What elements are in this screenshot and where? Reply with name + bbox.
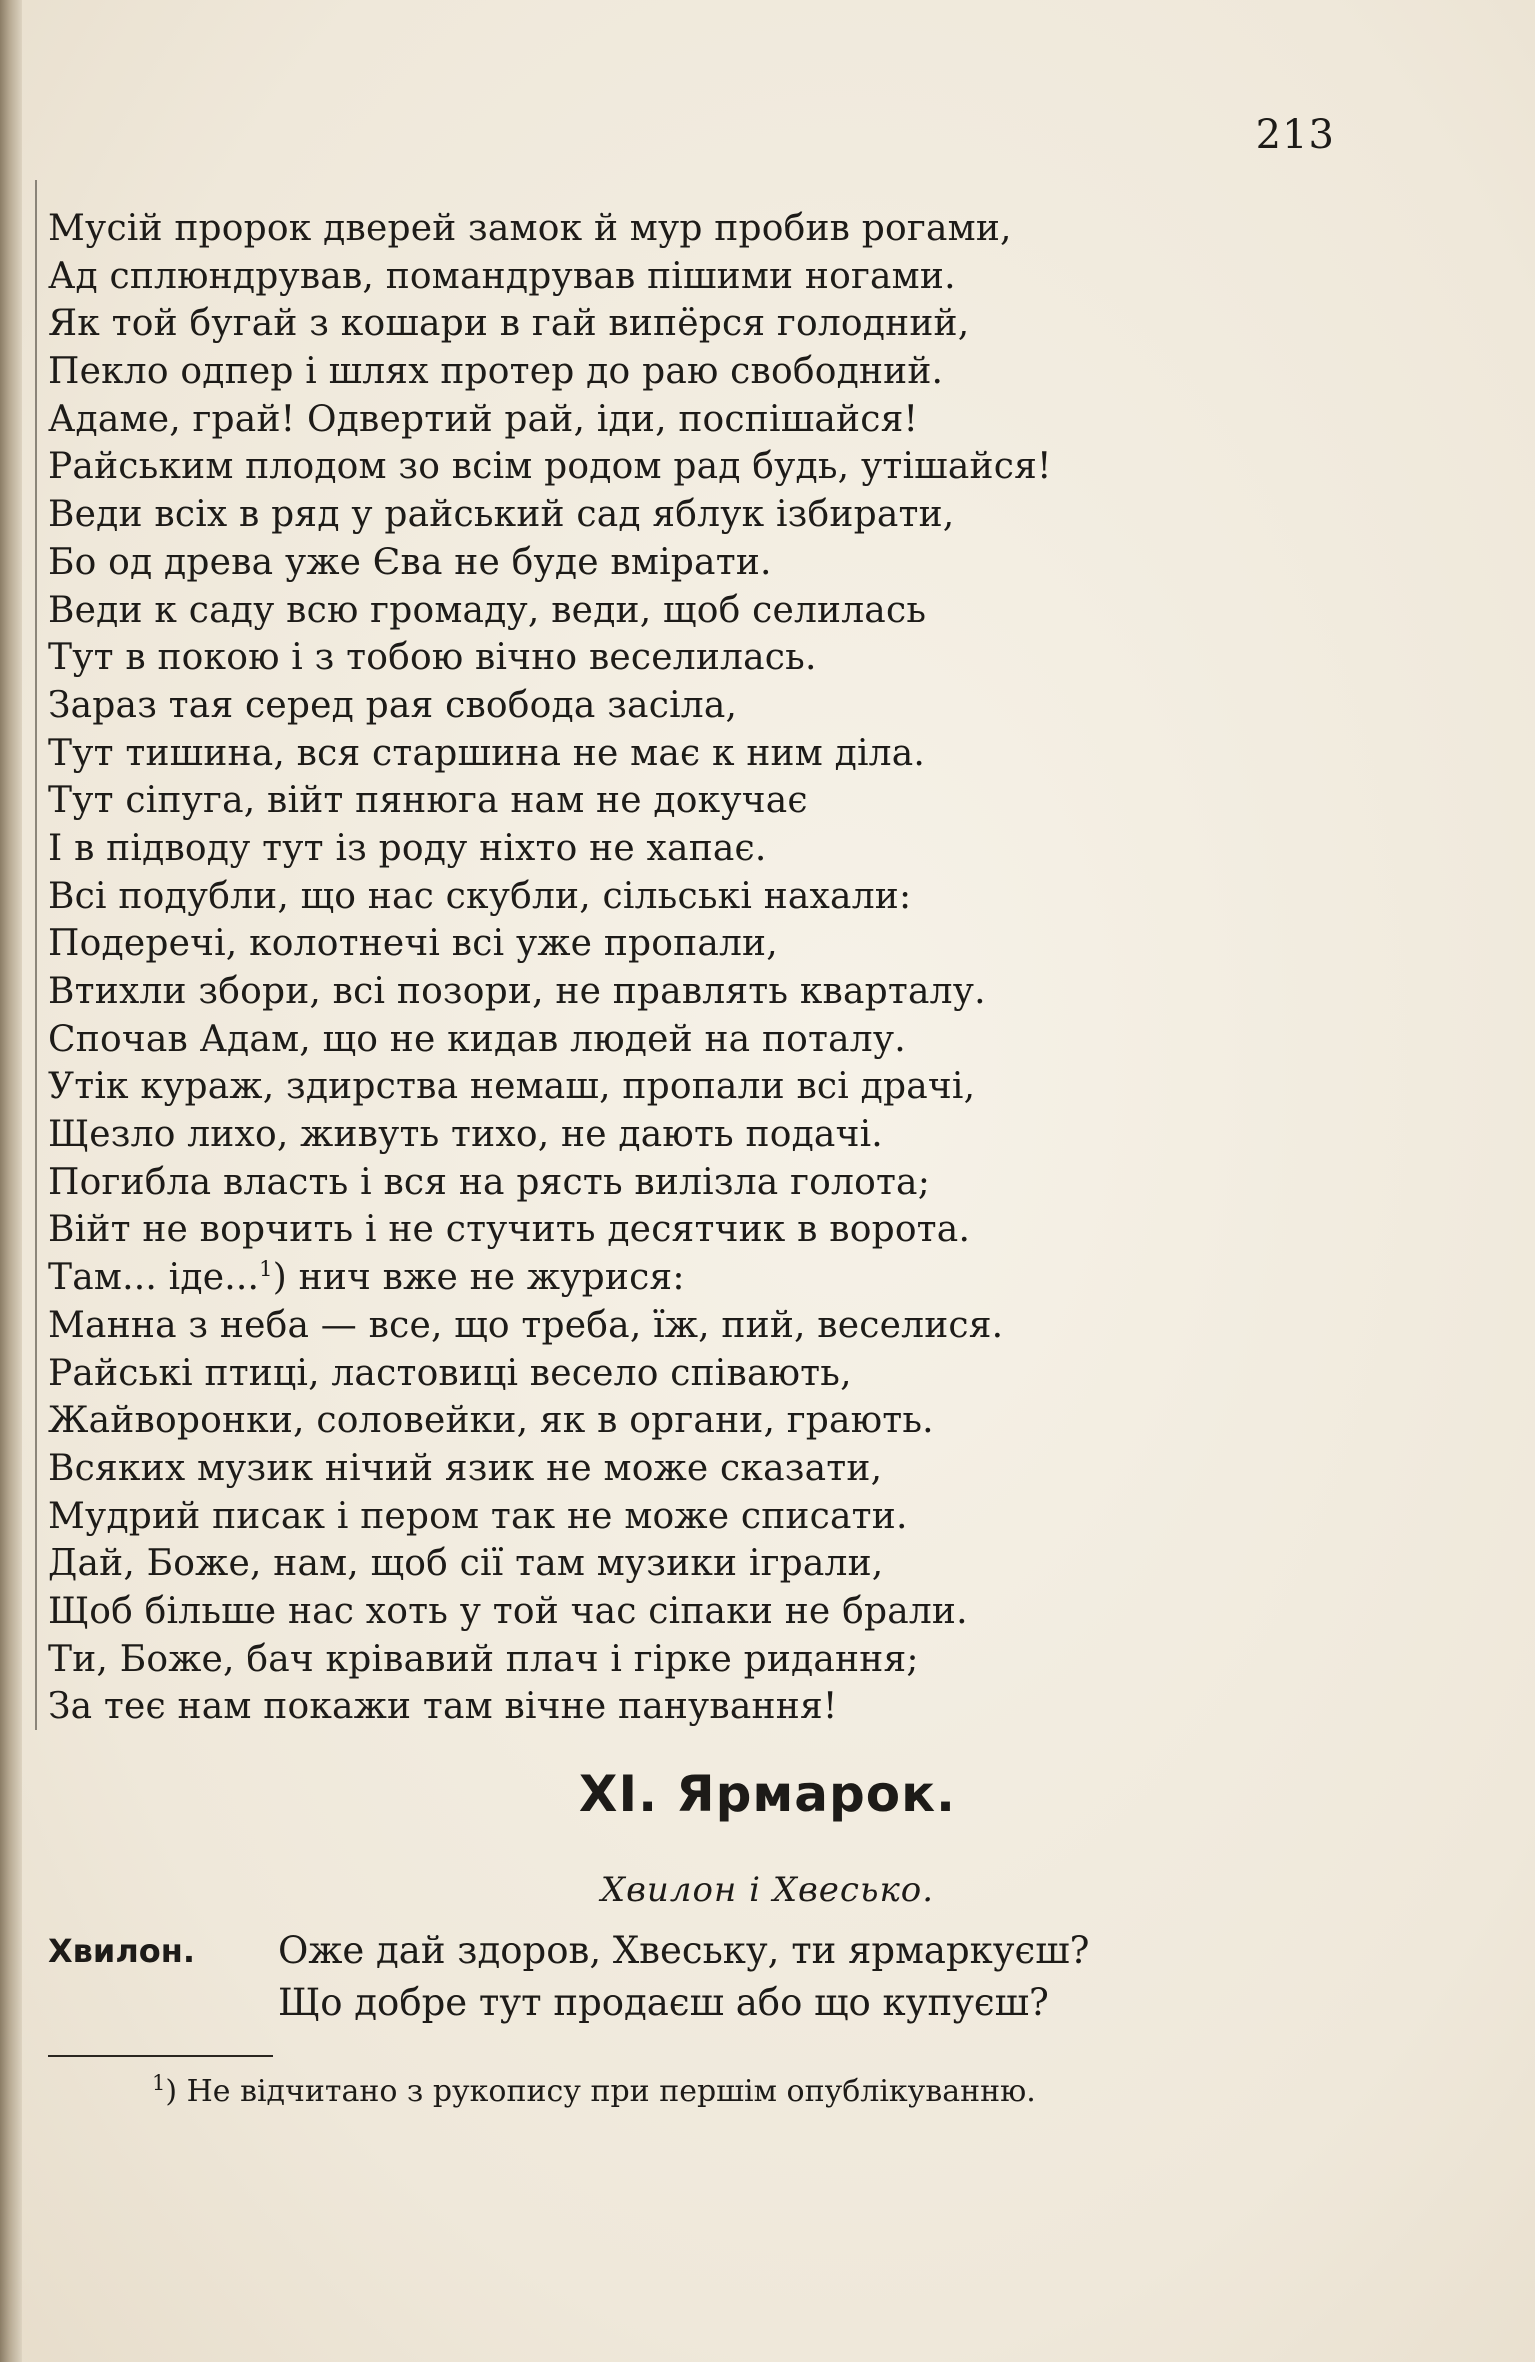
speech	[278, 1925, 1090, 2029]
poem-line: Адаме, грай! Одвертий рай, іди, поспішайся!	[48, 398, 919, 440]
poem-line: Як той бугай з кошари в гай випёрся голодний,	[48, 303, 970, 345]
section-name: Ярмарок.	[676, 1765, 957, 1823]
footnote-divider	[48, 2055, 273, 2057]
poem-line: За теє нам покажи там вічне панування!	[48, 1686, 838, 1728]
poem-line: Тут сіпуга, війт пянюга нам не докучає	[48, 780, 808, 822]
poem-line: Всі подубли, що нас скубли, сільські нахали:	[48, 875, 912, 917]
margin-rule	[35, 180, 37, 1730]
poem-line: Мусій пророк дверей замок й мур пробив рогами,	[48, 208, 1012, 249]
poem-line: Тут тишина, вся старшина не має к ним діла.	[48, 732, 926, 774]
footnote-text: ) Не відчитано з рукопису при першім опублікуванню.	[165, 2074, 1036, 2109]
poem-line: Пекло одпер і шлях протер до раю свободний.	[48, 351, 944, 393]
poem-line: Тут в покою і з тобою вічно веселилась.	[48, 637, 817, 679]
poem-line: І в підводу тут із роду ніхто не хапає.	[48, 827, 767, 869]
poem-line: Війт не ворчить і не стучить десятчик в ворота.	[48, 1209, 971, 1251]
footnote-mark: 1	[152, 2071, 166, 2095]
speech-line: Що добре тут продаєш або що купуєш?	[278, 1981, 1049, 2024]
poem-line: Спочав Адам, що не кидав людей на поталу.	[48, 1018, 906, 1060]
poem-line: Райським плодом зо всім родом рад будь, утішайся!	[48, 446, 1052, 488]
section-number: XI.	[578, 1765, 659, 1823]
footnote-reference: 1	[259, 1257, 273, 1282]
poem-line: Щезло лихо, живуть тихо, не дають подачі.	[48, 1114, 883, 1156]
poem-line: Втихли збори, всі позори, не правлять кварталу.	[48, 971, 986, 1012]
poem-block	[48, 205, 1218, 1731]
binding-gutter	[0, 0, 22, 2362]
poem-line: Веди всіх в ряд у райський сад яблук ізбирати,	[48, 494, 955, 536]
poem-line: Ад сплюндрував, помандрував пішими ногами.	[48, 255, 956, 297]
section-subtitle: Хвилон і Хвесько.	[600, 1870, 935, 1910]
poem-line: Всяких музик нічий язик не може сказати,	[48, 1447, 883, 1489]
poem-line: Мудрий писак і пером так не може списати.	[48, 1495, 908, 1537]
poem-line-end: ) нич вже не журися:	[272, 1257, 685, 1299]
poem-line: Зараз тая серед рая свобода засіла,	[48, 684, 738, 726]
page-number: 213	[1255, 112, 1335, 158]
poem-line-start: Там... іде...	[48, 1257, 260, 1299]
speaker-name: Хвилон.	[48, 1932, 196, 1970]
poem-line-with-note	[48, 1254, 1218, 1302]
poem-line: Подеречі, колотнечі всі уже пропали,	[48, 923, 778, 965]
poem-line: Погибла власть і вся на рясть вилізла голота;	[48, 1161, 931, 1203]
poem-line: Дай, Боже, нам, щоб сії там музики іграли,	[48, 1543, 884, 1585]
poem-line: Бо од древа уже Єва не буде вмірати.	[48, 541, 772, 583]
poem-line: Ти, Боже, бач крівавий плач і гірке ридання;	[48, 1638, 919, 1680]
section-title	[0, 1765, 1535, 1823]
poem-line: Щоб більше нас хоть у той час сіпаки не брали.	[48, 1590, 968, 1632]
poem-line: Райські птиці, ластовиці весело співають,	[48, 1352, 852, 1394]
poem-line: Веди к саду всю громаду, веди, щоб селилась	[48, 589, 927, 631]
poem-line: Утік кураж, здирства немаш, пропали всі драчі,	[48, 1066, 976, 1108]
poem-line: Жайворонки, соловейки, як в органи, грають.	[48, 1400, 934, 1442]
speech-line: Оже дай здоров, Хвеську, ти ярмаркуєш?	[278, 1929, 1090, 1972]
footnote	[152, 2070, 1036, 2114]
poem-line: Манна з неба — все, що треба, їж, пий, веселися.	[48, 1304, 1004, 1346]
